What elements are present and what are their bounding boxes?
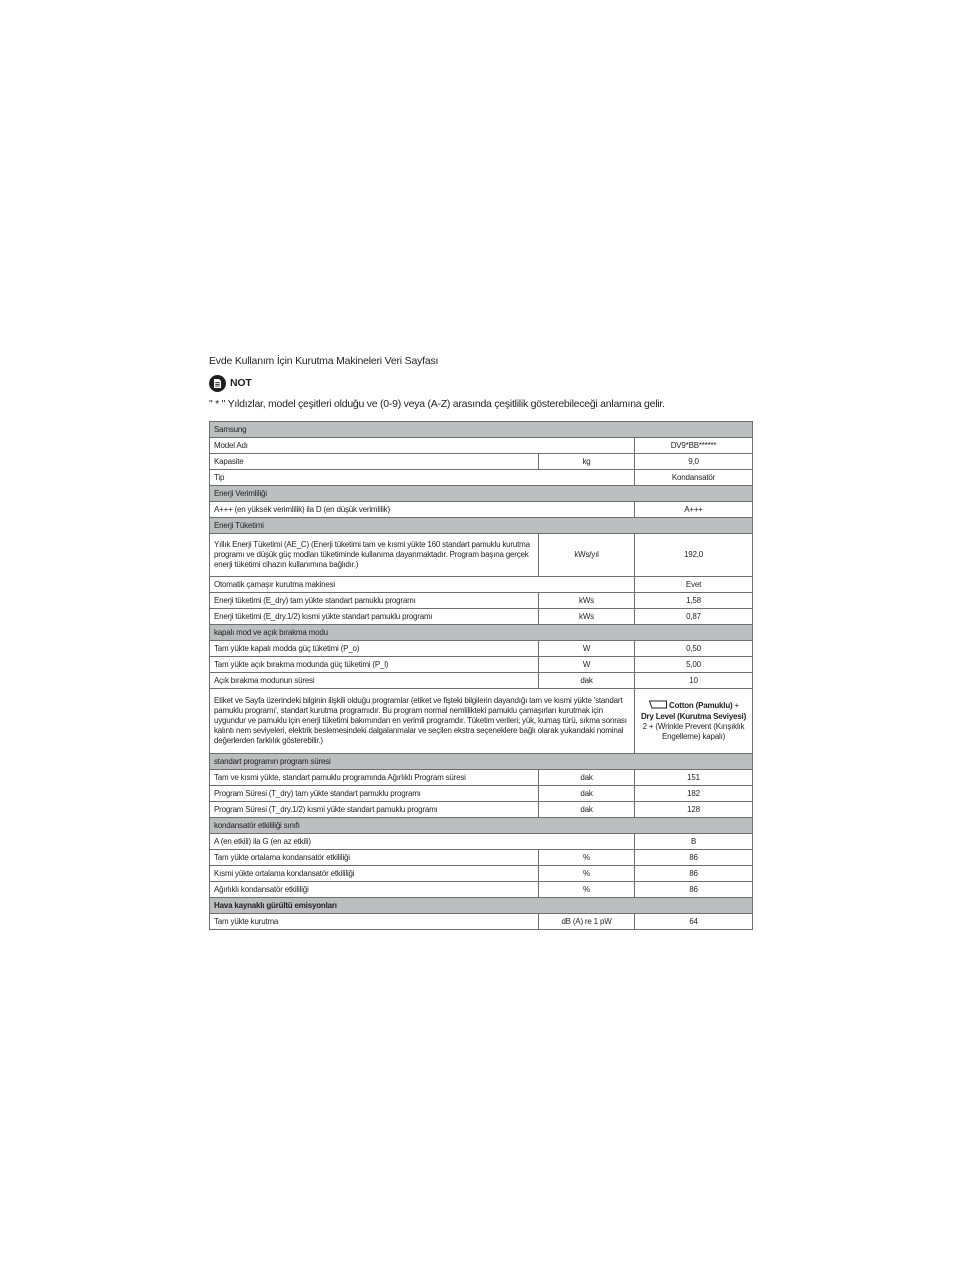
row-value: 10 [635,673,753,689]
row-value: 128 [635,802,753,818]
row-value: 5,00 [635,657,753,673]
program-options: 2 + (Wrinkle Prevent (Kırışıklık Engelleme) kapalı) [642,722,745,741]
row-unit: kWs [539,593,635,609]
row-label: Tam yükte açık bırakma modunda güç tüketimi (P_l) [210,657,539,673]
program-name: Cotton (Pamuklu) [669,701,733,711]
page-title: Evde Kullanım İçin Kurutma Makineleri Veri Sayfası [209,355,439,367]
row-label: A (en etkili) ila G (en az etkili) [210,834,635,850]
table-row [210,593,753,609]
table-row [210,850,753,866]
row-unit: dak [539,770,635,786]
section-row [210,518,753,534]
section-row [210,486,753,502]
brand-cell: Samsung [210,422,753,438]
row-value: 0,87 [635,609,753,625]
row-unit: dB (A) re 1 pW [539,914,635,930]
row-label: Tip [210,470,635,486]
row-unit: dak [539,673,635,689]
note-text: " * " Yıldızlar, model çeşitleri olduğu ve (0-9) veya (A-Z) arasında çeşitlilik gösterebileceği anlamına gelir. [209,398,665,410]
section-heading: standart programın program süresi [210,754,753,770]
table-row [210,641,753,657]
row-label: Tam yükte kurutma [210,914,539,930]
row-label: Enerji tüketimi (E_dry.1/2) kısmi yükte standart pamuklu programı [210,609,539,625]
row-label: Otomatik çamaşır kurutma makinesi [210,577,635,593]
section-heading: kapalı mod ve açık bırakma modu [210,625,753,641]
row-value: 192,0 [635,534,753,577]
table-row [210,834,753,850]
row-label: Tam yükte ortalama kondansatör etkililiği [210,850,539,866]
row-value: B [635,834,753,850]
program-plus: + [732,701,739,711]
section-row [210,898,753,914]
note-heading [209,374,252,392]
row-label: Kapasite [210,454,539,470]
section-heading: Enerji Tüketimi [210,518,753,534]
row-unit: % [539,866,635,882]
row-label: Model Adı [210,438,635,454]
note-label: NOT [230,377,252,389]
row-label: Etiket ve Sayfa üzerindeki bilginin ilişkili olduğu programlar (etiket ve fişteki bilgilerin dayandığı tam ve kısmi yükte 'standart pamuklu programı', standart kurutma programıdır. Bu program normal nemlilikteki pamuklu çamaşırları kurutmak için uygundur ve pamuklu için enerji tüketimi bakımından en verimli programdır. Tüketim verileri; yük, kumaş türü, sıkma sonrası kalıntı nem seviyeleri, elektrik beslemesindeki dalgalanmalar ve seçilen ekstra seçeneklere bağlı olarak yukarıdaki nominal değerlerden farklılık gösterebilir.) [210,689,635,754]
table-row [210,438,753,454]
table-row [210,534,753,577]
row-value: 64 [635,914,753,930]
row-value: 9,0 [635,454,753,470]
row-value: DV9*BB****** [635,438,753,454]
row-value: Kondansatör [635,470,753,486]
row-unit: W [539,641,635,657]
table-row [210,882,753,898]
row-value: Evet [635,577,753,593]
row-label: Açık bırakma modunun süresi [210,673,539,689]
row-label: Yıllık Enerji Tüketimi (AE_C) (Enerji tüketimi tam ve kısmi yükte 160 standart pamuklu kurutma programı ve düşük güç modları tüketiminde kullanıma dayanmaktadır. Program başına gerçek enerji tüketimi cihazın kullanımına bağlıdır.) [210,534,539,577]
row-label: Kısmi yükte ortalama kondansatör etkililiği [210,866,539,882]
row-unit: kWs/yıl [539,534,635,577]
table-row [210,454,753,470]
table-row [210,470,753,486]
row-value: 182 [635,786,753,802]
standard-program-value [635,689,753,754]
table-row [210,657,753,673]
row-unit: % [539,850,635,866]
table-row [210,502,753,518]
row-value: A+++ [635,502,753,518]
row-label: Ağırlıklı kondansatör etkililiği [210,882,539,898]
section-row [210,818,753,834]
row-unit: W [539,657,635,673]
row-value: 0,50 [635,641,753,657]
row-label: Tam ve kısmi yükte, standart pamuklu programında Ağırlıklı Program süresi [210,770,539,786]
table-row [210,673,753,689]
row-value: 86 [635,850,753,866]
row-label: Program Süresi (T_dry.1/2) kısmi yükte standart pamuklu programı [210,802,539,818]
row-unit: kWs [539,609,635,625]
note-icon [209,375,226,392]
row-unit: kg [539,454,635,470]
row-unit: dak [539,802,635,818]
row-value: 1,58 [635,593,753,609]
table-row [210,866,753,882]
section-heading: Enerji Verimliliği [210,486,753,502]
row-label: Program Süresi (T_dry) tam yükte standart pamuklu programı [210,786,539,802]
cotton-program-icon [648,700,668,712]
row-value: 86 [635,866,753,882]
table-row-brand [210,422,753,438]
table-row [210,786,753,802]
table-row [210,770,753,786]
row-unit: dak [539,786,635,802]
row-label: Tam yükte kapalı modda güç tüketimi (P_o) [210,641,539,657]
row-label: A+++ (en yüksek verimlilik) ila D (en düşük verimlilik) [210,502,635,518]
table-row [210,609,753,625]
table-row [210,577,753,593]
table-row [210,914,753,930]
row-label: Enerji tüketimi (E_dry) tam yükte standart pamuklu programı [210,593,539,609]
table-row [210,689,753,754]
table-row [210,802,753,818]
row-unit: % [539,882,635,898]
section-row [210,625,753,641]
section-heading: kondansatör etkililiği sınıfı [210,818,753,834]
row-value: 151 [635,770,753,786]
datasheet-table [209,421,753,930]
section-heading: Hava kaynaklı gürültü emisyonları [210,898,753,914]
row-value: 86 [635,882,753,898]
section-row [210,754,753,770]
program-dry-level: Dry Level (Kurutma Seviyesi) [640,712,747,721]
